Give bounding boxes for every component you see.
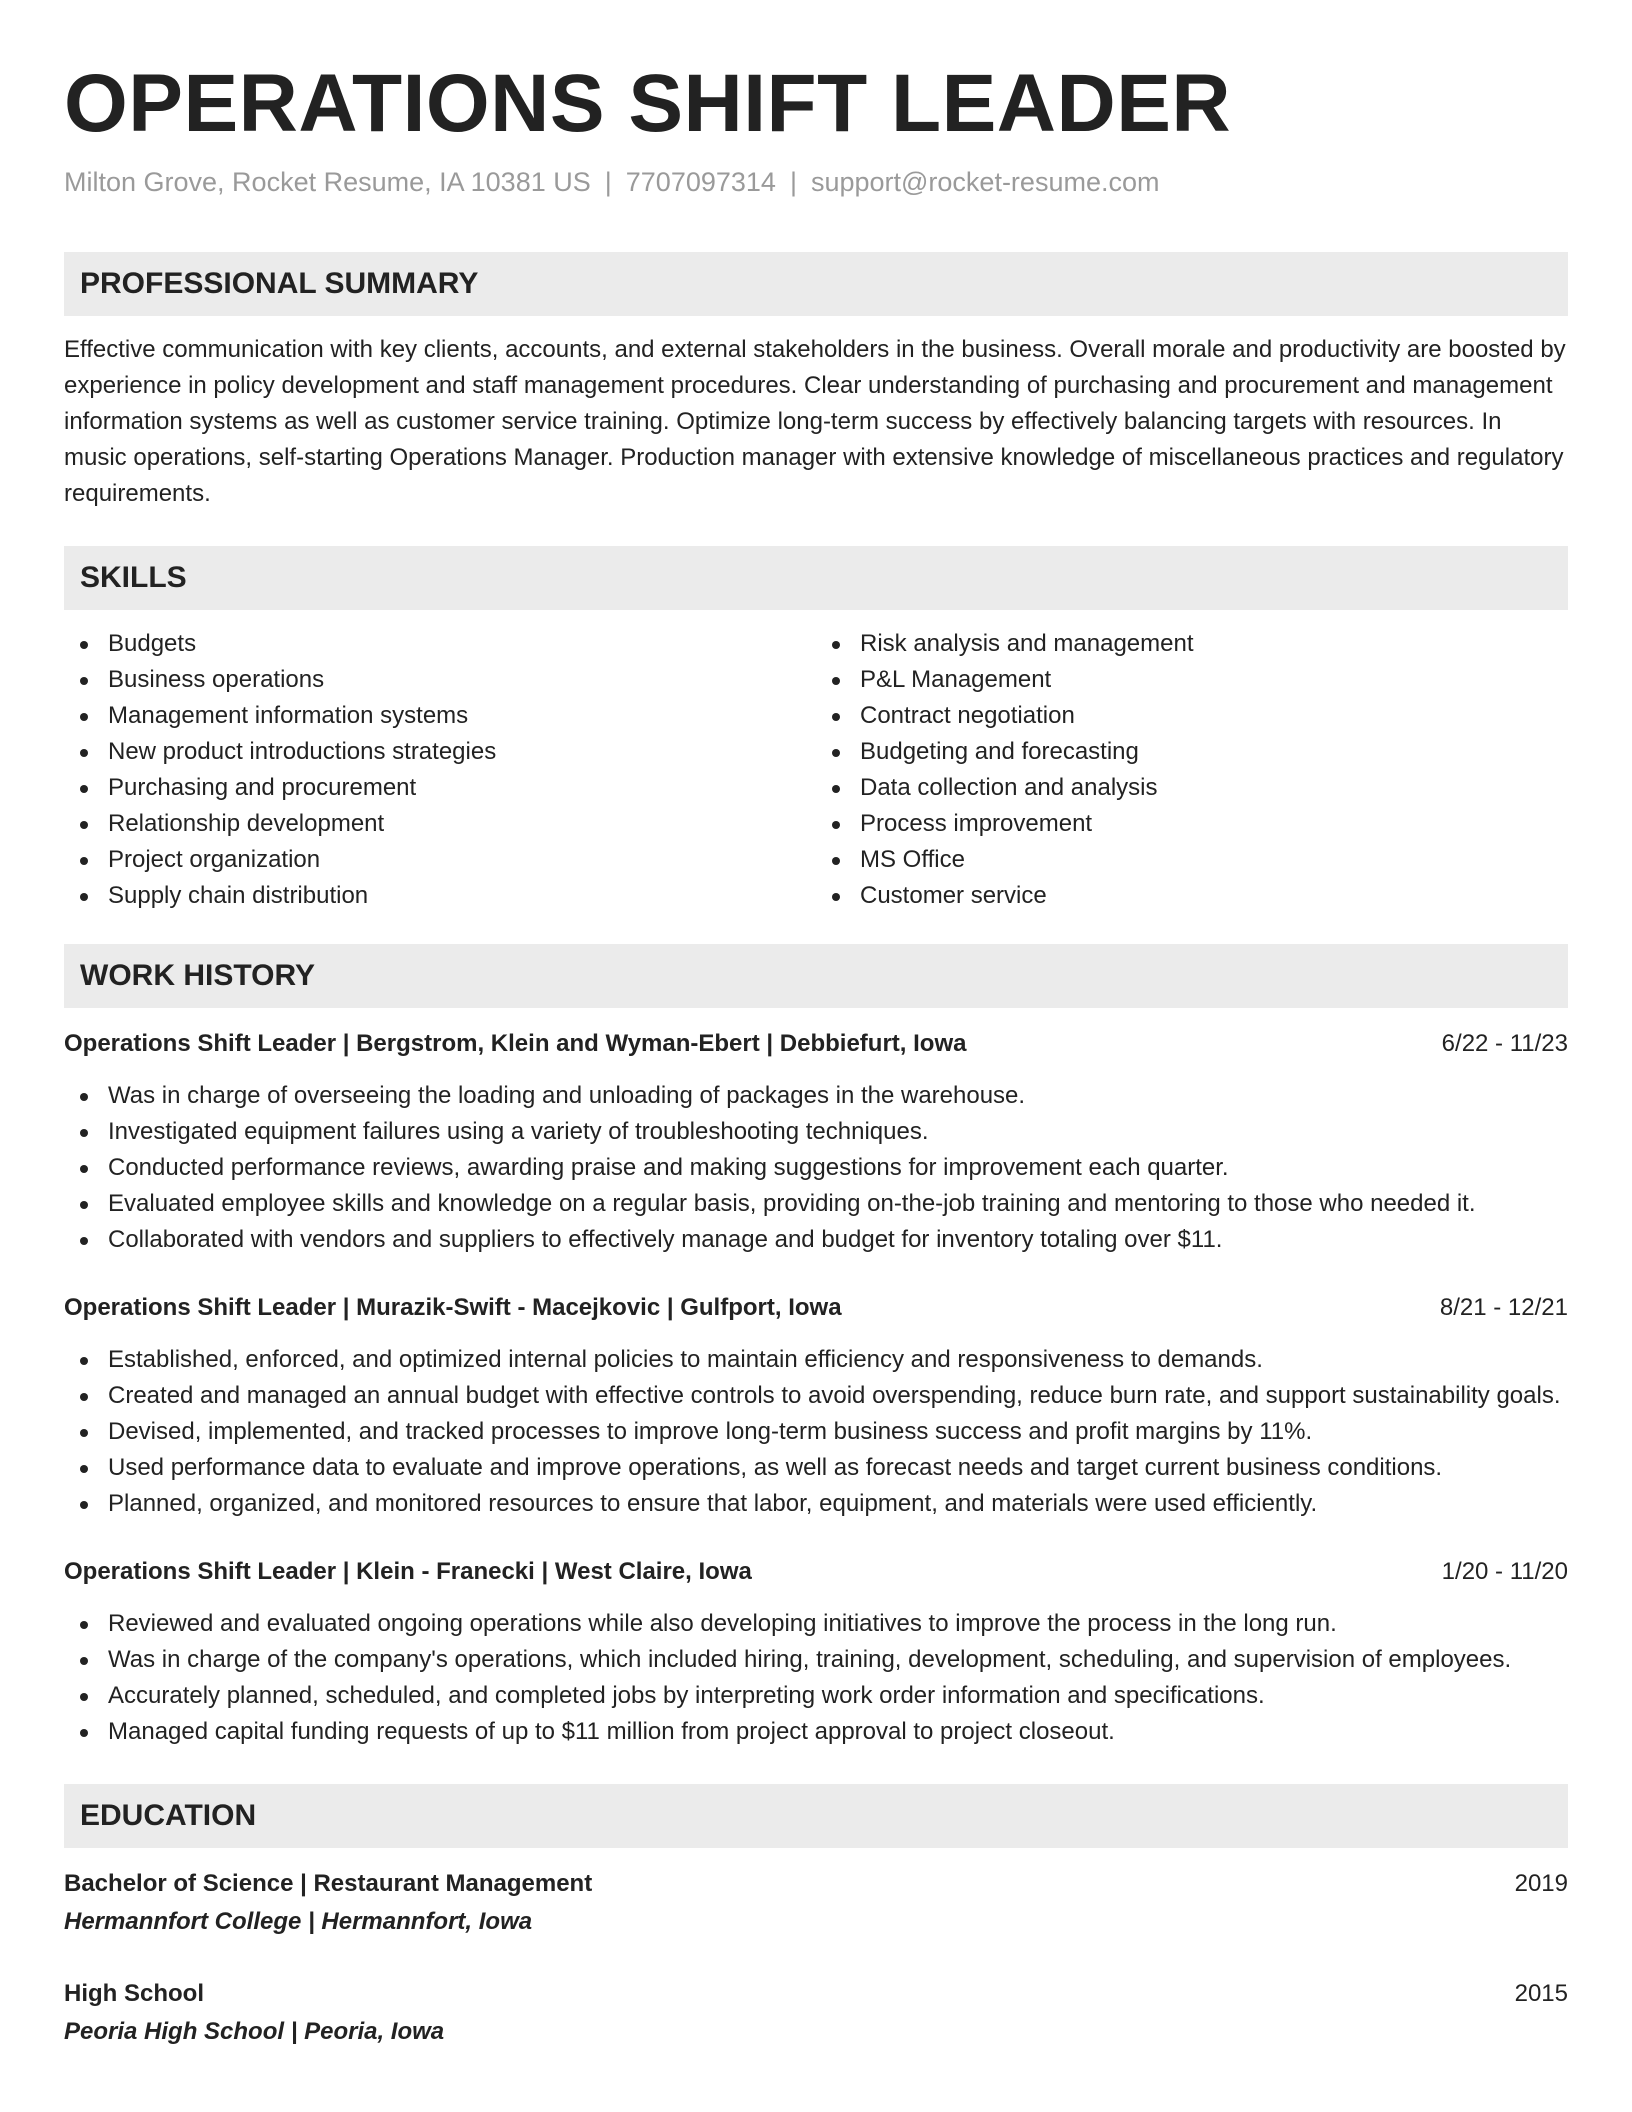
- job-bullet: Established, enforced, and optimized internal policies to maintain efficiency and responsiveness to demands.: [64, 1342, 1568, 1378]
- skill-item: Project organization: [64, 842, 816, 878]
- job-bullets: [64, 1342, 1568, 1522]
- job-bullet: Was in charge of the company's operations, which included hiring, training, development, scheduling, and supervision of employees.: [64, 1642, 1568, 1678]
- contact-address: Milton Grove, Rocket Resume, IA 10381 US: [64, 167, 591, 197]
- education-entry: [64, 1866, 1568, 1940]
- skill-item: Budgets: [64, 626, 816, 662]
- skill-item: P&L Management: [816, 662, 1568, 698]
- resume-title: OPERATIONS SHIFT LEADER: [64, 58, 1232, 149]
- job-header: [64, 1290, 1568, 1326]
- job-bullets: [64, 1606, 1568, 1750]
- job-dates: 1/20 - 11/20: [1441, 1558, 1568, 1585]
- education-header: [64, 1976, 1568, 2012]
- skill-item: Data collection and analysis: [816, 770, 1568, 806]
- job-bullet: Was in charge of overseeing the loading and unloading of packages in the warehouse.: [64, 1078, 1568, 1114]
- job-header: [64, 1554, 1568, 1590]
- skill-item: Supply chain distribution: [64, 878, 816, 914]
- education-school: Peoria High School | Peoria, Iowa: [64, 2018, 445, 2045]
- section-header-skills: SKILLS: [64, 546, 1568, 610]
- job-bullet: Evaluated employee skills and knowledge on a regular basis, providing on-the-job training and mentoring to those who needed it.: [64, 1186, 1568, 1222]
- job-bullet: Collaborated with vendors and suppliers to effectively manage and budget for inventory totaling over $11.: [64, 1222, 1568, 1258]
- job-bullet: Conducted performance reviews, awarding praise and making suggestions for improvement each quarter.: [64, 1150, 1568, 1186]
- contact-separator: |: [789, 167, 797, 197]
- contact-separator: |: [604, 167, 612, 197]
- skill-item: Risk analysis and management: [816, 626, 1568, 662]
- job-title: Operations Shift Leader | Murazik-Swift - Macejkovic | Gulfport, Iowa: [64, 1294, 842, 1321]
- education-year: 2019: [1514, 1870, 1568, 1897]
- skill-item: New product introductions strategies: [64, 734, 816, 770]
- job-bullet: Managed capital funding requests of up to $11 million from project approval to project closeout.: [64, 1714, 1568, 1750]
- job-bullet: Reviewed and evaluated ongoing operations while also developing initiatives to improve the process in the long run.: [64, 1606, 1568, 1642]
- section-header-work-history: WORK HISTORY: [64, 944, 1568, 1008]
- skill-item: Business operations: [64, 662, 816, 698]
- education-header: [64, 1866, 1568, 1902]
- job-dates: 6/22 - 11/23: [1441, 1030, 1568, 1057]
- skill-item: MS Office: [816, 842, 1568, 878]
- contact-email: support@rocket-resume.com: [810, 167, 1160, 197]
- job-bullets: [64, 1078, 1568, 1258]
- job-entry: [64, 1026, 1568, 1258]
- job-bullet: Accurately planned, scheduled, and completed jobs by interpreting work order information and specifications.: [64, 1678, 1568, 1714]
- section-header-summary: PROFESSIONAL SUMMARY: [64, 252, 1568, 316]
- job-bullet: Devised, implemented, and tracked processes to improve long-term business success and profit margins by 11%.: [64, 1414, 1568, 1450]
- job-header: [64, 1026, 1568, 1062]
- job-bullet: Used performance data to evaluate and improve operations, as well as forecast needs and target current business conditions.: [64, 1450, 1568, 1486]
- contact-phone: 7707097314: [625, 167, 776, 197]
- skill-item: Contract negotiation: [816, 698, 1568, 734]
- job-bullet: Created and managed an annual budget with effective controls to avoid overspending, reduce burn rate, and support sustainability goals.: [64, 1378, 1568, 1414]
- skill-item: Process improvement: [816, 806, 1568, 842]
- skill-item: Relationship development: [64, 806, 816, 842]
- education-entry: [64, 1976, 1568, 2050]
- job-entry: [64, 1554, 1568, 1750]
- education-degree: Bachelor of Science | Restaurant Management: [64, 1870, 593, 1897]
- job-entry: [64, 1290, 1568, 1522]
- job-title: Operations Shift Leader | Klein - Franecki | West Claire, Iowa: [64, 1558, 752, 1585]
- skills-column-right: [816, 626, 1568, 914]
- section-header-education: EDUCATION: [64, 1784, 1568, 1848]
- job-dates: 8/21 - 12/21: [1439, 1294, 1568, 1321]
- education-degree: High School: [64, 1980, 204, 2007]
- skills-column-left: [64, 626, 816, 914]
- skill-item: Purchasing and procurement: [64, 770, 816, 806]
- skill-item: Management information systems: [64, 698, 816, 734]
- job-bullet: Investigated equipment failures using a variety of troubleshooting techniques.: [64, 1114, 1568, 1150]
- skill-item: Customer service: [816, 878, 1568, 914]
- education-year: 2015: [1514, 1980, 1568, 2007]
- skill-item: Budgeting and forecasting: [816, 734, 1568, 770]
- skills-list: [64, 626, 1568, 914]
- education-school: Hermannfort College | Hermannfort, Iowa: [64, 1908, 533, 1935]
- job-bullet: Planned, organized, and monitored resources to ensure that labor, equipment, and materials were used efficiently.: [64, 1486, 1568, 1522]
- summary-text: Effective communication with key clients, accounts, and external stakeholders in the business. Overall morale and productivity are boosted by experience in policy development and staff management procedures. Clear understanding of purchasing and procurement and management information systems as well as customer service training. Optimize long-term success by effectively balancing targets with resources. In music operations, self-starting Operations Manager. Production manager with extensive knowledge of miscellaneous practices and regulatory requirements.: [64, 336, 1566, 507]
- contact-line: [64, 164, 1568, 200]
- job-title: Operations Shift Leader | Bergstrom, Klein and Wyman-Ebert | Debbiefurt, Iowa: [64, 1030, 967, 1057]
